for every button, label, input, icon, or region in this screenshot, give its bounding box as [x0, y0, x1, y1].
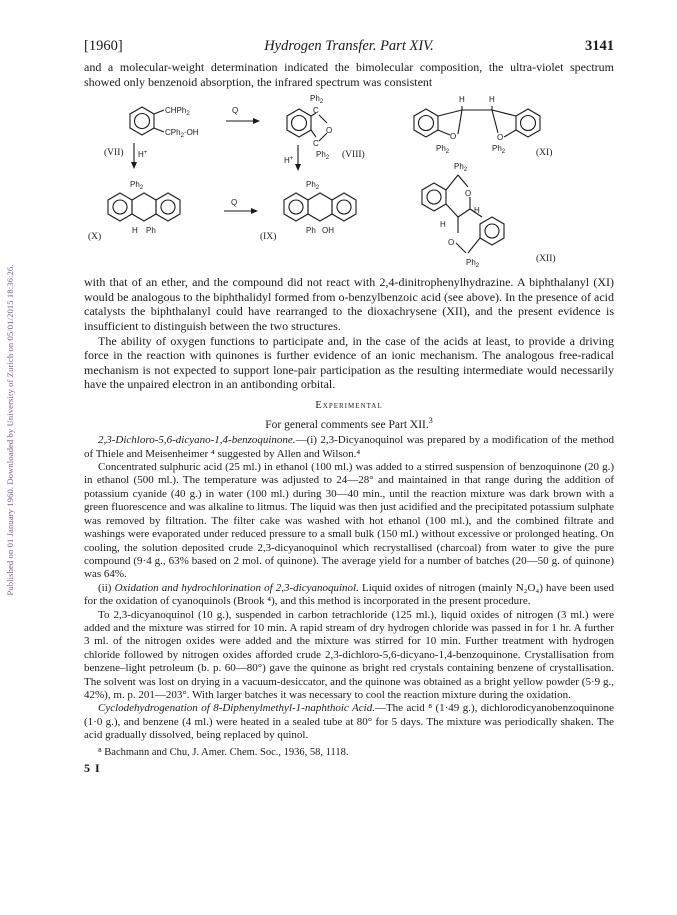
side-note-text: Published on 01 January 1960. Downloaded by University of Zurich on 05/01/2015 18:36:26. — [5, 264, 15, 596]
footnote: ⁸ Bachmann and Chu, J. Amer. Chem. Soc., 1936, 58, 1118. — [98, 746, 349, 758]
structure-ix — [260, 180, 356, 242]
svg-text:Ph2: $Ph_2$ — [492, 144, 506, 156]
label-xi: (XI) — [536, 148, 553, 159]
structure-xi — [414, 95, 552, 158]
svg-text:H: H — [489, 95, 495, 105]
svg-text:H+: H+ — [284, 156, 294, 166]
svg-text:O: O — [448, 238, 455, 248]
folio-mark: 5 I — [84, 760, 101, 775]
general-comments-ref: 3 — [428, 415, 433, 425]
label-vii: (VII) — [104, 148, 124, 159]
structure-x — [88, 180, 180, 242]
arrow-q-top — [226, 106, 260, 124]
svg-text:C: C — [313, 139, 319, 149]
structure-viii — [284, 94, 365, 171]
oxidation-text: Liquid oxides of nitrogen (mainly N₂O₄) have been used for the oxidation of cyanoquinols (Brook ⁴), and this method is incorporated in the present procedure. — [84, 581, 614, 608]
label-ix: (IX) — [260, 232, 277, 243]
svg-text:C: C — [313, 106, 319, 116]
oxidation-paragraph — [84, 582, 614, 609]
svg-text:H: H — [440, 220, 446, 230]
svg-text:Ph2: $Ph_2$ — [310, 94, 324, 106]
structure-xii — [422, 162, 556, 269]
svg-text:Ph2: $Ph_2$ — [454, 162, 468, 174]
general-comments-text: For general comments see Part XII. — [265, 418, 429, 431]
header-title: Hydrogen Transfer. Part XIV. — [264, 38, 434, 54]
svg-text:H: H — [474, 206, 480, 216]
journal-page — [84, 38, 614, 776]
label-viii: (VIII) — [342, 150, 365, 161]
svg-text:O: O — [450, 132, 457, 142]
label-x: (X) — [88, 232, 102, 243]
publication-side-note — [0, 0, 20, 915]
section-heading-experimental: Experimental — [315, 399, 383, 411]
prep-heading: 2,3-Dichloro-5,6-dicyano-1,4-benzoquinone. — [98, 434, 296, 447]
hydrochlorination-paragraph: To 2,3-dicyanoquinol (10 g.), suspended in carbon tetrachloride (125 ml.), liquid oxides of nitrogen (3 ml.) were added and the mixture was stirred for 10 min. A rapid stream of dry hydrogen chloride was passed in for 1 hr. A further 3 ml. of the nitrogen oxides were added and the mixture was stirred for 10 min. Further treatment with hydrogen chloride followed by nitrogen oxides afforded crude 2,3-dichloro-5,6-dicyano-1,4-benzoquinone. Crystallisation from benzene–light petroleum (b. p. 60—80°) gave the quinone as bright red crystals containing benzene of crystallisation. The solvent was lost on drying in a vacuum-desiccator, and the quinone was obtained as a bright yellow powder (5·9 g., 42%), m. p. 201—203°. With larger batches it was necessary to cool the reaction mixture during the oxidation. — [84, 608, 614, 701]
svg-text:Ph2: $Ph_2$ — [306, 180, 320, 192]
svg-text:Ph: Ph — [306, 226, 316, 236]
body-paragraph-2: The ability of oxygen functions to participate and, in the case of the acids at least, to provide a driving force in the reaction with quinones is further evidence of an ionic mechanism. The analogous free-radical mechanism is not expected to support lone-pair participation as the resulting intermediate would necessarily have the unpaired electron in an antibonding orbital. — [84, 333, 614, 392]
oxidation-heading: Oxidation and hydrochlorination of 2,3-dicyanoquinol. — [114, 581, 359, 594]
reaction-scheme-figure — [84, 93, 614, 271]
body-paragraph-1: with that of an ether, and the compound did not react with 2,4-dinitrophenylhydrazine. A biphthalanyl (XI) would be analogous to the biphthalidyl formed from o-benzylbenzoic acid (see above). In the presence of acid catalysts the biphthalanyl could have rearranged to the dioxachrysene (XII), and the present evidence is insufficient to distinguish between the two structures. — [84, 275, 614, 333]
svg-text:Ph: Ph — [146, 226, 156, 236]
procedure-paragraph-dicyanoquinol: Concentrated sulphuric acid (25 ml.) in ethanol (100 ml.) was added to a stirred suspension of benzoquinone (20 g.) in ethanol (500 ml.). The temperature was adjusted to 24—28° and maintained in that range during the addition of potassium cyanide (40 g.) in water (100 ml.) during 30—40 min., until the reaction mixture was dark brown with a green fluorescence and was alkaline to litmus. The liquid was then just acidified and the precipitated potassium sulphate was removed by filtration. The filter cake was washed with hot ethanol (100 ml.), and the combined filtrate and washings were evaporated under reduced pressure to a small bulk (150 ml.) without excessive or prolonged heating. On cooling, the solution deposited crude 2,3-dicyanoquinol which recrystallised (charcoal) from water to give the pure compound (9·4 g., 63% based on 2 mol. of quinone). The average yield for a number of batches (20—50 g. of quinone) was 64%. — [84, 461, 614, 581]
reaction-scheme-svg — [84, 93, 614, 271]
svg-text:CHPh2: CHPh$_2$ — [165, 106, 190, 118]
label-xii: (XII) — [536, 254, 556, 265]
arrow-q-bottom — [224, 198, 258, 214]
intro-paragraph: and a molecular-weight determination indicated the bimolecular composition, the ultra-violet spectrum showed only benzenoid absorption, the infrared spectrum was consistent — [84, 60, 614, 89]
cyclodehydrogenation-text: —The acid ⁸ (1·49 g.), dichlorodicyanobenzoquinone (1·0 g.), and benzene (4 ml.) were heated in a sealed tube at 80° for 5 days. The mixture was periodically shaken. The acid gradually dissolved, being replaced by quinol. — [84, 702, 614, 742]
structure-vii — [104, 106, 199, 169]
svg-text:Ph2: $Ph_2$ — [130, 180, 144, 192]
svg-text:Ph2: $Ph_2$ — [466, 258, 480, 270]
svg-text:OH: OH — [322, 226, 334, 236]
svg-text:O: O — [326, 126, 333, 136]
svg-text:O: O — [497, 133, 504, 143]
svg-text:Q: Q — [232, 106, 239, 116]
svg-text:Q: Q — [231, 198, 238, 208]
header-year: [1960] — [84, 38, 123, 54]
prep-paragraph-dichlorodicyano — [84, 434, 614, 461]
svg-text:H: H — [459, 95, 465, 105]
cyclodehydrogenation-heading: Cyclodehydrogenation of 8-Diphenylmethyl-1-naphthoic Acid. — [98, 702, 375, 715]
running-header — [84, 38, 614, 60]
svg-text:O: O — [465, 189, 472, 199]
svg-text:Ph2: $Ph_2$ — [316, 150, 330, 162]
svg-text:Ph2: $Ph_2$ — [436, 144, 450, 156]
oxidation-lead: (ii) — [98, 581, 115, 594]
general-comments-line — [84, 414, 614, 432]
svg-text:H+: H+ — [138, 150, 148, 160]
svg-text:H: H — [132, 226, 138, 236]
cyclodehydrogenation-paragraph — [84, 702, 614, 742]
header-page-number: 3141 — [585, 38, 614, 54]
svg-text:CPh2·OH: CPh$_2$·OH — [165, 128, 199, 140]
prep-text: —(i) 2,3-Dicyanoquinol was prepared by a modification of the method of Thiele and Meisenheimer ⁴ suggested by Allen and Wilson.⁴ — [84, 434, 614, 460]
